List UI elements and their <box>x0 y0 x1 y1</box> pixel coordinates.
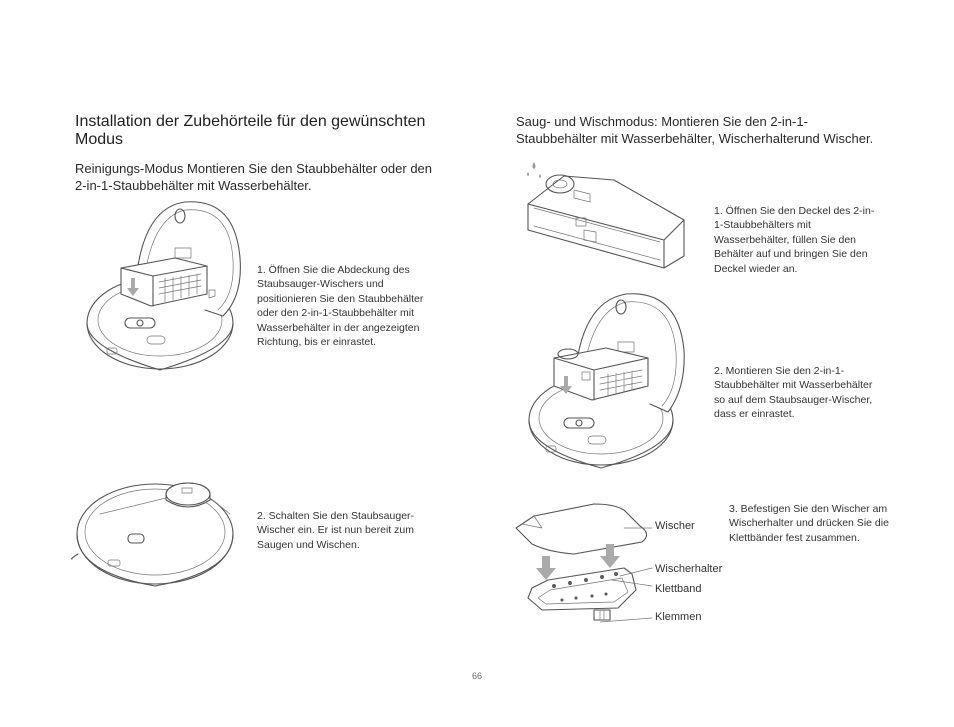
label-klemmen: Klemmen <box>655 611 702 623</box>
left-step-2-text: 2. Schalten Sie den Staubsauger-Wischer ein. Er ist nun bereit zum Saugen und Wischen. <box>257 510 415 551</box>
label-wischerhalter: Wischerhalter <box>655 563 723 575</box>
right-step-2-text: 2. Montieren Sie den 2-in-1-Staubbehälter mit Wasserbehälter so auf dem Staubsauger-Wischer, dass er einrastet. <box>714 365 873 421</box>
robot-open-lid-illustration <box>85 198 245 378</box>
left-step-1-text: 1. Öffnen Sie die Abdeckung des Staubsauger-Wischers und positionieren Sie den Staubbehälter oder den 2-in-1-Staubbehälter mit Wasserbehälter in der angezeigten Richtung, bis er einrastet. <box>257 264 424 349</box>
water-tank-illustration <box>524 160 689 272</box>
right-step-1-text: 1. Öffnen Sie den Deckel des 2-in-1-Staubbehälters mit Wasserbehälter, füllen Sie den Behälter auf und bringen Sie den Deckel wieder an. <box>714 205 875 275</box>
label-wischer: Wischer <box>655 520 695 532</box>
mop-mode-intro: Saug- und Wischmodus: Montieren Sie den 2-in-1-Staubbehälter mit Wasserbehälter, Wischerhalterund Wischer. <box>516 114 874 146</box>
section-title: Installation der Zubehörteile für den gewünschten Modus <box>75 113 426 148</box>
label-leader-lines <box>600 520 660 620</box>
cleaning-mode-intro: Reinigungs-Modus Montieren Sie den Staubbehälter oder den 2-in-1-Staubbehälter mit Wasserbehälter. <box>75 161 433 193</box>
label-klettband: Klettband <box>655 583 702 595</box>
robot-tank-insert-illustration <box>526 290 691 475</box>
right-step-3-text: 3. Befestigen Sie den Wischer am Wischerhalter und drücken Sie die Klettbänder fest zusammen. <box>729 503 889 544</box>
page-number: 66 <box>471 671 482 681</box>
robot-closed-illustration <box>70 474 250 589</box>
